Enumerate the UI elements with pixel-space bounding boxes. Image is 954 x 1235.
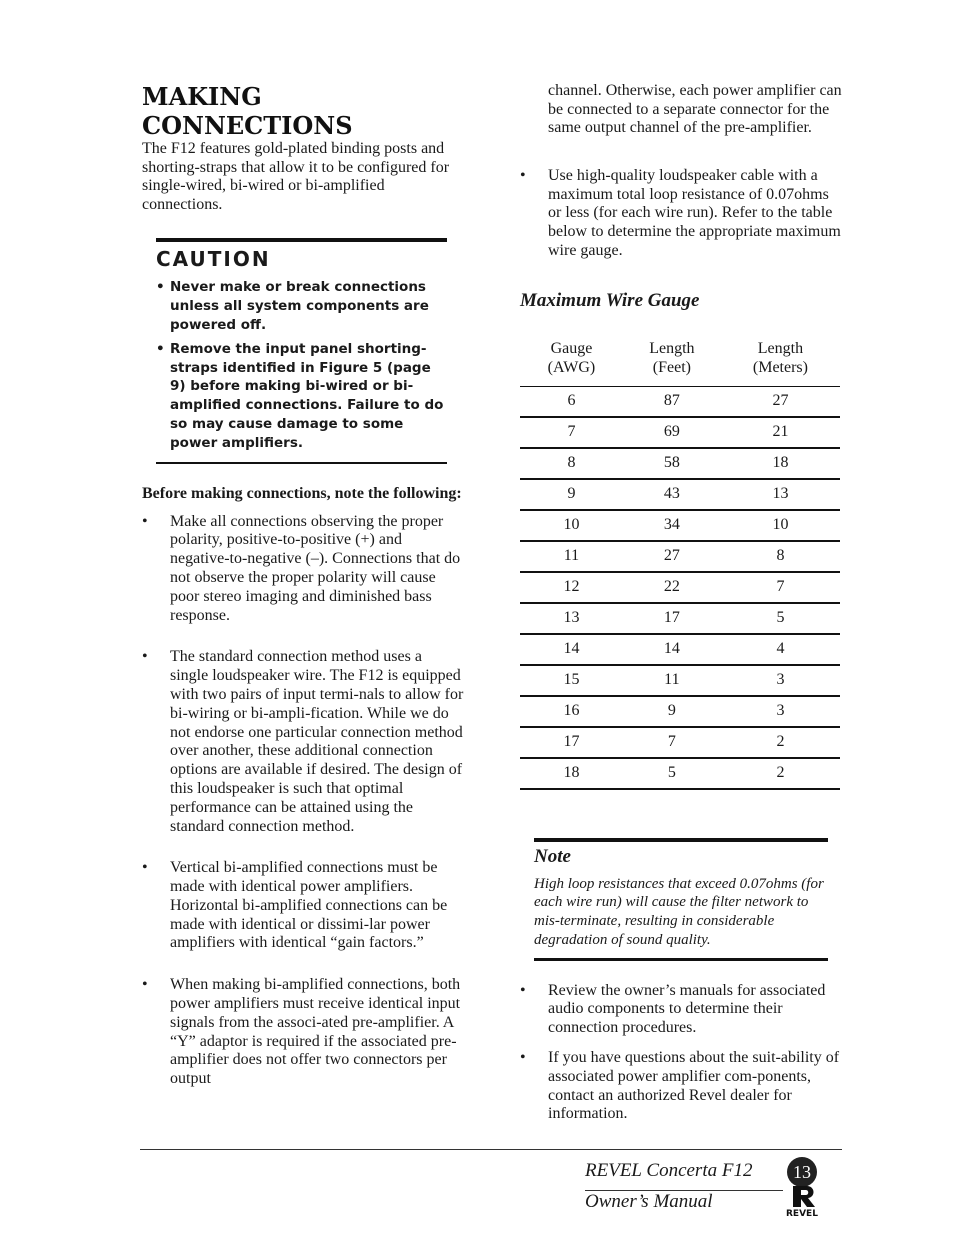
table-cell: 10 [721, 510, 840, 541]
list-item: • Review the owner’s manuals for associated audio components to determine their connection procedures. [520, 981, 826, 1037]
table-row [520, 634, 840, 665]
list-item: • Vertical bi-amplified connections must be made with identical power amplifiers. Horizontal bi-amplified connections can be made with identical or dissimi-lar power amplifiers with identical “gain factors.” [142, 859, 448, 952]
lead-paragraph: Before making connections, note the following: [142, 484, 462, 502]
table-cell: 7 [520, 417, 623, 448]
footer-product-name: REVEL Concerta F12 [585, 1160, 753, 1181]
intro-paragraph: The F12 features gold-plated binding posts and shorting-straps that allow it to be configured for single-wired, bi-wired or bi-amplified connections. [142, 140, 450, 213]
table-cell: 8 [721, 541, 840, 572]
table-cell: 10 [520, 510, 623, 541]
table-row [520, 572, 840, 603]
right-column [520, 82, 842, 1124]
list-item: • When making bi-amplified connections, both power amplifiers must receive identical input signals from the associ-ated pre-amplifier. A “Y” adaptor is required if the associated pre-amplifier does not offer two connectors per output [142, 976, 461, 1088]
table-row [520, 510, 840, 541]
note-text: High loop resistances that exceed 0.07ohms (for each wire run) will cause the filter network to mis-terminate, resulting in considerable degradation of sound quality. [534, 875, 824, 948]
table-cell: 6 [520, 386, 623, 417]
table-cell: 22 [623, 572, 721, 603]
cable-bullet-list [520, 167, 842, 261]
table-row [520, 386, 840, 417]
note-box [534, 838, 828, 961]
table-row [520, 479, 840, 510]
bullet-icon: • [520, 981, 526, 999]
caution-item: • Never make or break connections unless all system components are powered off. [156, 279, 429, 333]
table-body [520, 386, 840, 789]
table-header-row [520, 339, 840, 387]
table-cell: 7 [721, 572, 840, 603]
table-cell: 8 [520, 448, 623, 479]
table-row [520, 541, 840, 572]
table-cell: 15 [520, 665, 623, 696]
table-row [520, 758, 840, 789]
list-item: • Make all connections observing the proper polarity, positive-to-positive (+) and negative-to-negative (–). Connections that do not observe the proper polarity will cause poor stereo imaging and diminished bass response. [142, 512, 461, 624]
bullet-icon: • [156, 340, 165, 357]
bullet-icon: • [156, 279, 165, 296]
footer-divider [140, 1149, 842, 1150]
table-row [520, 665, 840, 696]
table-cell: 3 [721, 696, 840, 727]
table-row [520, 417, 840, 448]
table-cell: 3 [721, 665, 840, 696]
column-header: Length (Feet) [623, 339, 721, 387]
table-cell: 14 [520, 634, 623, 665]
table-cell: 4 [721, 634, 840, 665]
table-title: Maximum Wire Gauge [520, 289, 700, 311]
caution-title: CAUTION [156, 247, 271, 272]
column-header: Gauge (AWG) [520, 339, 623, 387]
list-item: • The standard connection method uses a single loudspeaker wire. The F12 is equipped with two pairs of input termi-nals to allow for bi-wiring or bi-ampli-fication. While we do not endorse one particular connection method over another, these additional connection options are available if desired. The design of this loudspeaker is such that optimal performance can be attained using the standard connection method. [142, 648, 464, 835]
column-header: Length (Meters) [721, 339, 840, 387]
table-cell: 16 [520, 696, 623, 727]
table-cell: 13 [721, 479, 840, 510]
list-item: • If you have questions about the suit-ability of associated power amplifier com-ponents, contact an authorized Revel dealer for information. [520, 1048, 840, 1123]
table-cell: 13 [520, 603, 623, 634]
footer-manual-title: Owner’s Manual [585, 1191, 713, 1212]
wire-gauge-table [520, 339, 840, 790]
table-cell: 58 [623, 448, 721, 479]
table-cell: 5 [721, 603, 840, 634]
bullet-icon: • [142, 859, 148, 877]
table-cell: 9 [623, 696, 721, 727]
list-item: • Use high-quality loudspeaker cable with a maximum total loop resistance of 0.07ohms or less (for each wire run). Refer to the table below to determine the appropriate maximum wire gauge. [520, 166, 841, 259]
table-row [520, 727, 840, 758]
table-cell: 87 [623, 386, 721, 417]
continuation-paragraph: channel. Otherwise, each power amplifier can be connected to a separate connector for the same output channel of the pre-amplifier. [548, 82, 842, 137]
table-cell: 12 [520, 572, 623, 603]
page-heading: MAKING CONNECTIONS [142, 82, 353, 140]
svg-text:REVEL: REVEL [786, 1209, 818, 1217]
bullet-icon: • [142, 648, 148, 666]
table-cell: 27 [721, 386, 840, 417]
table-cell: 21 [721, 417, 840, 448]
bullet-icon: • [142, 976, 148, 994]
table-cell: 17 [520, 727, 623, 758]
table-cell: 9 [520, 479, 623, 510]
table-cell: 7 [623, 727, 721, 758]
left-bullet-list [142, 513, 464, 1090]
right-bullet-list [520, 982, 842, 1125]
table-row [520, 448, 840, 479]
table-row [520, 603, 840, 634]
table-row [520, 696, 840, 727]
table-cell: 18 [520, 758, 623, 789]
table-cell: 5 [623, 758, 721, 789]
table-cell: 18 [721, 448, 840, 479]
bullet-icon: • [520, 166, 526, 184]
table-cell: 14 [623, 634, 721, 665]
page-number-badge: 13 [787, 1157, 817, 1187]
table-cell: 43 [623, 479, 721, 510]
caution-list [156, 278, 447, 452]
caution-box [156, 238, 447, 463]
bullet-icon: • [520, 1048, 526, 1066]
table-cell: 2 [721, 758, 840, 789]
left-column [142, 82, 464, 1089]
table-cell: 34 [623, 510, 721, 541]
bullet-icon: • [142, 512, 148, 530]
table-cell: 69 [623, 417, 721, 448]
caution-item: • Remove the input panel shorting-straps identified in Figure 5 (page 9) before making bi-wired or bi-amplified connections. Failure to do so may cause damage to some power amplifiers. [156, 340, 444, 451]
note-title: Note [534, 845, 571, 867]
table-cell: 17 [623, 603, 721, 634]
table-cell: 11 [520, 541, 623, 572]
table-cell: 2 [721, 727, 840, 758]
revel-logo-icon [785, 1185, 827, 1217]
table-cell: 27 [623, 541, 721, 572]
table-cell: 11 [623, 665, 721, 696]
